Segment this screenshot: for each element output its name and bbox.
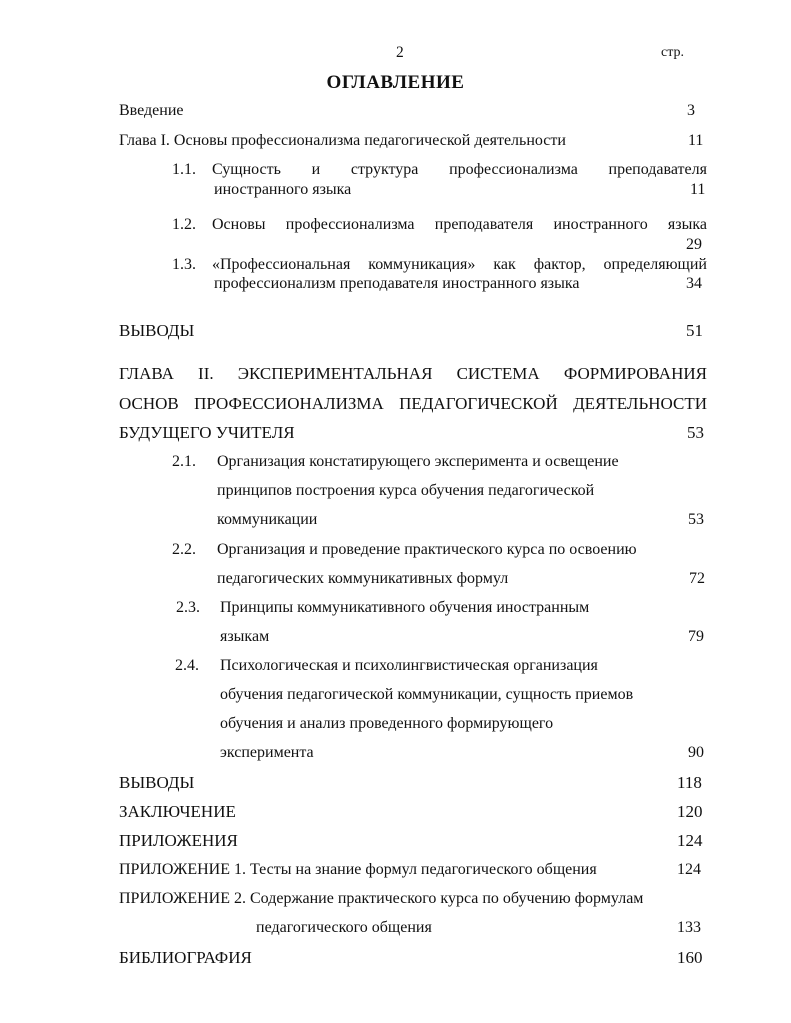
toc-entry-line: коммуникации	[217, 511, 318, 528]
toc-entry-line: эксперимента	[220, 744, 314, 761]
toc-entry-text: Введение	[119, 102, 184, 119]
toc-entry-line: ГЛАВА II. ЭКСПЕРИМЕНТАЛЬНАЯ СИСТЕМА ФОРМИРОВАНИЯ	[119, 364, 707, 383]
toc-entry-text: ВЫВОДЫ	[119, 773, 195, 792]
toc-section-number: 2.4.	[175, 657, 199, 674]
toc-page-number: 124	[677, 861, 701, 878]
toc-entry-text: ЗАКЛЮЧЕНИЕ	[119, 802, 236, 821]
toc-page-number: 11	[688, 132, 704, 149]
toc-entry-text: БИБЛИОГРАФИЯ	[119, 948, 252, 967]
toc-page-number: 124	[677, 831, 703, 850]
page-number: 2	[396, 44, 404, 61]
toc-page-number: 133	[677, 919, 701, 936]
toc-page-number: 51	[686, 321, 703, 340]
toc-page-number: 120	[677, 802, 703, 821]
toc-entry-line: обучения и анализ проведенного формирующего	[220, 715, 554, 732]
toc-entry-line: обучения педагогической коммуникации, сущность приемов	[220, 686, 634, 703]
toc-section-number: 2.2.	[172, 541, 196, 558]
toc-section-number: 1.1.	[172, 161, 196, 178]
toc-entry-text: ВЫВОДЫ	[119, 321, 195, 340]
toc-page-number: 160	[677, 948, 703, 967]
toc-entry-line: педагогических коммуникативных формул	[217, 570, 509, 587]
toc-entry-line: принципов построения курса обучения педагогической	[217, 482, 595, 499]
toc-entry-line: Принципы коммуникативного обучения иностранным	[220, 599, 590, 616]
toc-page-number: 29	[686, 236, 702, 253]
toc-page-number: 3	[687, 102, 695, 119]
toc-entry-line: педагогического общения	[256, 919, 432, 936]
toc-entry-line: Психологическая и психолингвистическая организация	[220, 657, 598, 674]
toc-page-number: 72	[689, 570, 705, 587]
toc-entry-text: Глава I. Основы профессионализма педагогической деятельности	[119, 132, 566, 149]
toc-section-number: 1.3.	[172, 256, 196, 273]
toc-page-number: 11	[690, 181, 706, 198]
toc-section-number: 2.3.	[176, 599, 200, 616]
toc-page-number: 34	[686, 275, 702, 292]
toc-entry-line: Основы профессионализма преподавателя иностранного языка	[212, 216, 707, 233]
toc-entry-line: «Профессиональная коммуникация» как фактор, определяющий	[212, 256, 707, 273]
toc-page-number: 79	[688, 628, 704, 645]
toc-entry-line: Организация и проведение практического курса по освоению	[217, 541, 637, 558]
toc-entry-line: Организация констатирующего эксперимента и освещение	[217, 453, 619, 470]
toc-section-number: 2.1.	[172, 453, 196, 470]
toc-entry-line: профессионализм преподавателя иностранного языка	[214, 275, 580, 292]
toc-page-number: 90	[688, 744, 704, 761]
toc-section-number: 1.2.	[172, 216, 196, 233]
toc-entry-text: ПРИЛОЖЕНИЯ	[119, 831, 238, 850]
toc-page-number: 53	[688, 511, 704, 528]
toc-entry-line: Сущность и структура профессионализма преподавателя	[212, 161, 707, 178]
toc-entry-line: иностранного языка	[214, 181, 352, 198]
toc-entry-text: ПРИЛОЖЕНИЕ 1. Тесты на знание формул педагогического общения	[119, 861, 597, 878]
toc-entry-line: БУДУЩЕГО УЧИТЕЛЯ	[119, 423, 295, 442]
toc-title: ОГЛАВЛЕНИЕ	[326, 72, 465, 93]
page-label: стр.	[661, 45, 685, 60]
toc-entry-line: языкам	[220, 628, 270, 645]
toc-page-number: 53	[687, 423, 704, 442]
toc-entry-line: ПРИЛОЖЕНИЕ 2. Содержание практического курса по обучению формулам	[119, 890, 644, 907]
toc-entry-line: ОСНОВ ПРОФЕССИОНАЛИЗМА ПЕДАГОГИЧЕСКОЙ ДЕЯТЕЛЬНОСТИ	[119, 394, 707, 413]
toc-page-number: 118	[677, 773, 702, 792]
